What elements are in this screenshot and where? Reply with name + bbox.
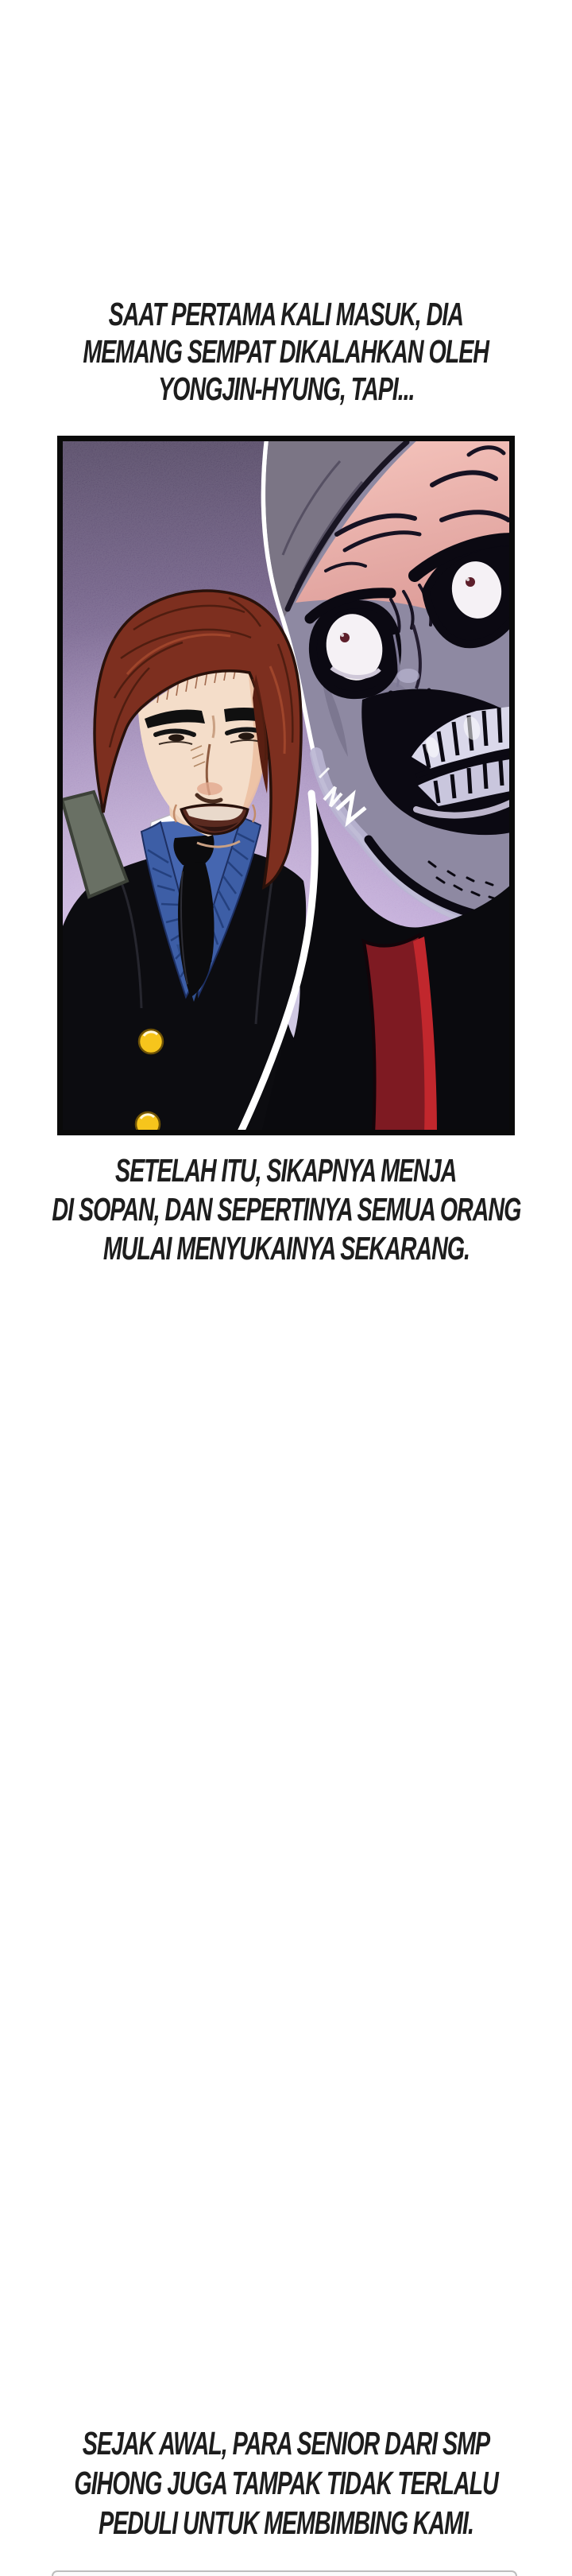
narration-line: YONGJIN-HYUNG, TAPI... [157,370,415,407]
next-panel-top-edge [52,2570,517,2576]
left-eye [313,604,397,695]
narration-line: DI SOPAN, DAN SEPERTINYA SEMUA ORANG [52,1191,520,1228]
narration-line: MEMANG SEMPAT DIKALAHKAN OLEH [83,333,489,370]
narration-line: SAAT PERTAMA KALI MASUK, DIA [108,296,464,332]
narration-caption-middle [0,1151,572,1268]
narration-line: GIHONG JUGA TAMPAK TIDAK TERLALU [74,2465,498,2501]
narration-line: SETELAH ITU, SIKAPNYA MENJA [115,1152,457,1189]
narration-line: MULAI MENYUKAINYA SEKARANG. [102,1230,470,1267]
panel-illustration [57,436,515,1135]
comic-panel [57,436,515,1135]
narration-caption-top [0,296,572,408]
narration-line: SEJAK AWAL, PARA SENIOR DARI SMP [82,2425,490,2462]
narration-line: PEDULI UNTUK MEMBIMBING KAMI. [99,2504,473,2541]
narration-caption-bottom [0,2423,572,2543]
